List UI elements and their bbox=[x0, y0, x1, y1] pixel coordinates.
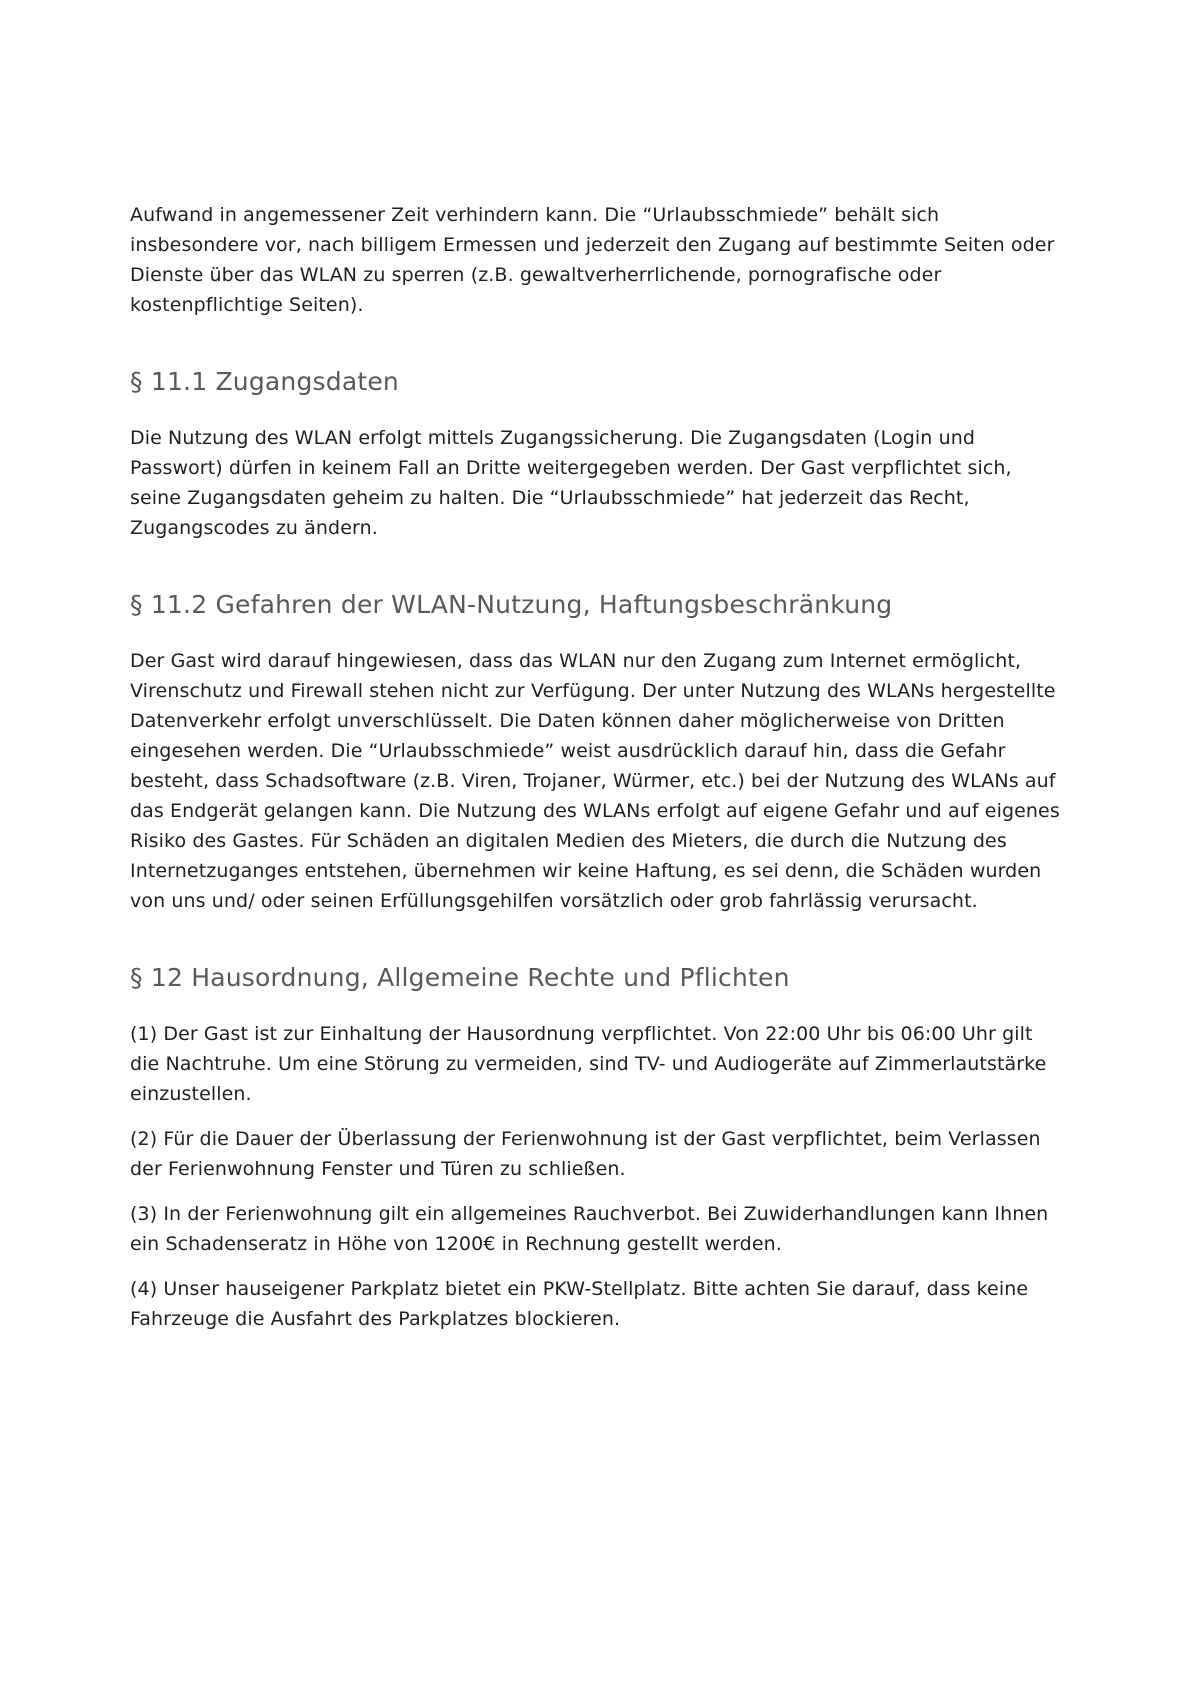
paragraph-rule-3-rauchverbot: (3) In der Ferienwohnung gilt ein allgemeines Rauchverbot. Bei Zuwiderhandlungen kann Ihnen ein Schadenseratz in Höhe von 1200€ in Rechnung gestellt werden. bbox=[130, 1203, 1049, 1255]
paragraph-rule-2-fenster-tueren: (2) Für die Dauer der Überlassung der Ferienwohnung ist der Gast verpflichtet, beim Verlassen der Ferienwohnung Fenster und Türen zu schließen. bbox=[130, 1128, 1041, 1180]
heading-section-12-hausordnung: § 12 Hausordnung, Allgemeine Rechte und Pflichten bbox=[130, 963, 790, 992]
paragraph-rule-1-nachtruhe: (1) Der Gast ist zur Einhaltung der Hausordnung verpflichtet. Von 22:00 Uhr bis 06:00 Uhr gilt die Nachtruhe. Um eine Störung zu vermeiden, sind TV- und Audiogeräte auf Zimmerlautstärke einzustellen. bbox=[130, 1023, 1047, 1105]
document-content bbox=[130, 200, 1065, 1334]
paragraph-zugangsdaten: Die Nutzung des WLAN erfolgt mittels Zugangssicherung. Die Zugangsdaten (Login und Passwort) dürfen in keinem Fall an Dritte weitergegeben werden. Der Gast verpflichtet sich, seine Zugangsdaten geheim zu halten. Die “Urlaubsschmiede” hat jederzeit das Recht, Zugangscodes zu ändern. bbox=[130, 427, 1012, 539]
heading-section-11-1-zugangsdaten: § 11.1 Zugangsdaten bbox=[130, 367, 399, 396]
paragraph-wlan-blocking: Aufwand in angemessener Zeit verhindern kann. Die “Urlaubsschmiede” behält sich insbesondere vor, nach billigem Ermessen und jederzeit den Zugang auf bestimmte Seiten oder Dienste über das WLAN zu sperren (z.B. gewaltverherrlichende, pornografische oder kostenpflichtige Seiten). bbox=[130, 204, 1055, 316]
paragraph-wlan-gefahren: Der Gast wird darauf hingewiesen, dass das WLAN nur den Zugang zum Internet ermöglicht, Virenschutz und Firewall stehen nicht zur Verfügung. Der unter Nutzung des WLANs hergestellte Datenverkehr erfolgt unverschlüsselt. Die Daten können daher möglicherweise von Dritten eingesehen werden. Die “Urlaubsschmiede” weist ausdrücklich darauf hin, dass die Gefahr besteht, dass Schadsoftware (z.B. Viren, Trojaner, Würmer, etc.) bei der Nutzung des WLANs auf das Endgerät gelangen kann. Die Nutzung des WLANs erfolgt auf eigene Gefahr und auf eigenes Risiko des Gastes. Für Schäden an digitalen Medien des Mieters, die durch die Nutzung des Internetzuganges entstehen, übernehmen wir keine Haftung, es sei denn, die Schäden wurden von uns und/ oder seinen Erfüllungsgehilfen vorsätzlich oder grob fahrlässig verursacht. bbox=[130, 650, 1060, 912]
paragraph-rule-4-parkplatz: (4) Unser hauseigener Parkplatz bietet ein PKW-Stellplatz. Bitte achten Sie darauf, dass keine Fahrzeuge die Ausfahrt des Parkplatzes blockieren. bbox=[130, 1278, 1029, 1330]
heading-section-11-2-gefahren: § 11.2 Gefahren der WLAN-Nutzung, Haftungsbeschränkung bbox=[130, 590, 893, 619]
